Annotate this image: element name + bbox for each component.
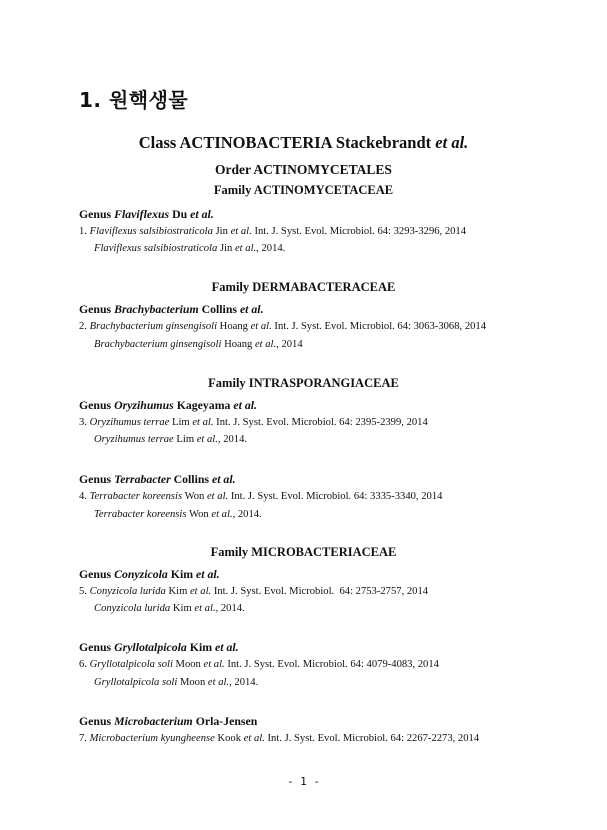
genus-heading: Genus Oryzihumus Kageyama et al.: [79, 398, 257, 412]
chapter-heading: 1. 원핵생물: [79, 88, 189, 112]
genus-heading: Genus Terrabacter Collins et al.: [79, 472, 236, 486]
species-entry-line2: Terrabacter koreensis Won et al., 2014.: [94, 509, 262, 520]
page-number: - 1 -: [286, 775, 321, 788]
species-entry: 3. Oryzihumus terrae Lim et al. Int. J. Syst. Evol. Microbiol. 64: 2395-2399, 2014: [79, 417, 428, 428]
genus-heading: Genus Microbacterium Orla-Jensen: [79, 714, 258, 728]
genus-heading: Genus Flaviflexus Du et al.: [79, 207, 214, 221]
species-entry: 1. Flaviflexus salsibiostraticola Jin et al. Int. J. Syst. Evol. Microbiol. 64: 3293-3296, 2014: [79, 226, 467, 237]
species-entry-line2: Brachybacterium ginsengisoli Hoang et al., 2014: [94, 339, 303, 350]
order-title: Order ACTINOMYCETALES: [215, 162, 392, 177]
class-title: Class ACTINOBACTERIA Stackebrandt et al.: [138, 133, 469, 152]
genus-heading: Genus Conyzicola Kim et al.: [79, 567, 220, 581]
family-title: Family MICROBACTERIACEAE: [210, 545, 397, 559]
species-entry: 4. Terrabacter koreensis Won et al. Int. J. Syst. Evol. Microbiol. 64: 3335-3340, 2014: [79, 491, 443, 502]
species-entry: 2. Brachybacterium ginsengisoli Hoang et al. Int. J. Syst. Evol. Microbiol. 64: 3063-3068, 2014: [79, 321, 487, 332]
family-title: Family DERMABACTERACEAE: [211, 280, 396, 294]
species-entry: 5. Conyzicola lurida Kim et al. Int. J. Syst. Evol. Microbiol. 64: 2753-2757, 2014: [79, 586, 429, 597]
family-title: Family INTRASPORANGIACEAE: [208, 376, 399, 390]
species-entry-line2: Conyzicola lurida Kim et al., 2014.: [94, 603, 245, 614]
species-entry: 7. Microbacterium kyungheense Kook et al. Int. J. Syst. Evol. Microbiol. 64: 2267-2273, 2014: [79, 733, 480, 744]
species-entry-line2: Gryllotalpicola soli Moon et al., 2014.: [94, 677, 259, 688]
species-entry: 6. Gryllotalpicola soli Moon et al. Int. J. Syst. Evol. Microbiol. 64: 4079-4083, 2014: [79, 659, 439, 670]
species-entry-line2: Flaviflexus salsibiostraticola Jin et al., 2014.: [94, 243, 286, 254]
genus-heading: Genus Brachybacterium Collins et al.: [79, 302, 264, 316]
genus-heading: Genus Gryllotalpicola Kim et al.: [79, 640, 239, 654]
species-entry-line2: Oryzihumus terrae Lim et al., 2014.: [94, 434, 248, 445]
family-title: Family ACTINOMYCETACEAE: [213, 183, 394, 197]
